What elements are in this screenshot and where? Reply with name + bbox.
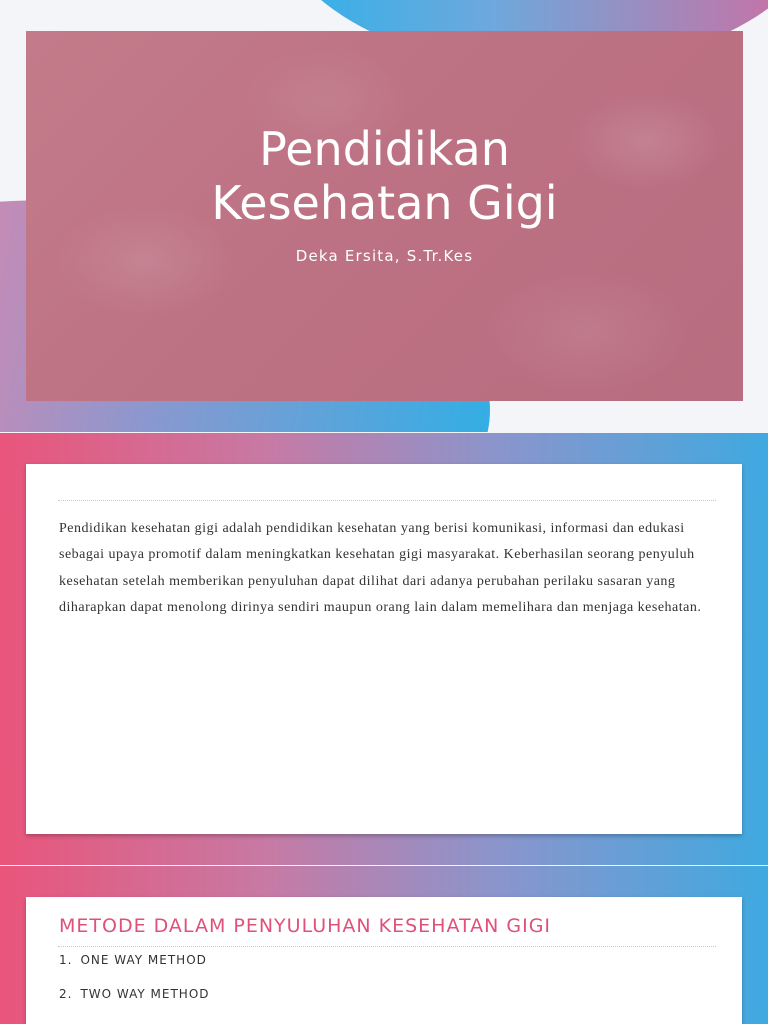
list-item: [59, 986, 210, 1020]
list-item: [59, 952, 210, 986]
methods-slide: [0, 866, 768, 1024]
dotted-divider: [58, 500, 716, 501]
methods-heading: METODE DALAM PENYULUHAN KESEHATAN GIGI: [59, 915, 552, 937]
list-item-number: 2.: [59, 987, 73, 1001]
slide-subtitle-author: Deka Ersita, S.Tr.Kes: [295, 247, 474, 265]
list-item-label: TWO WAY METHOD: [80, 987, 210, 1001]
methods-list: [59, 952, 210, 1020]
title-panel: [26, 31, 743, 401]
slide-title-line-2: Kesehatan Gigi: [211, 176, 558, 230]
definition-slide: [0, 433, 768, 865]
title-slide: [0, 0, 768, 432]
body-paragraph: Pendidikan kesehatan gigi adalah pendidikan kesehatan yang berisi komunikasi, informasi dan edukasi sebagai upaya promotif dalam meningkatkan kesehatan gigi masyarakat. Keberhasilan seorang penyuluh kesehatan setelah memberikan penyuluhan dapat dilihat dari adanya perubahan perilaku sasaran yang diharapkan dapat menolong dirinya sendiri maupun orang lain dalam memelihara dan menjaga kesehatan.: [59, 521, 702, 616]
content-card: [26, 897, 742, 1024]
list-item-label: ONE WAY METHOD: [80, 953, 207, 967]
slide-title: [26, 122, 743, 230]
dotted-divider: [58, 946, 716, 947]
content-card: [26, 464, 742, 834]
list-item-number: 1.: [59, 953, 73, 967]
slide-title-line-1: Pendidikan: [259, 122, 510, 176]
